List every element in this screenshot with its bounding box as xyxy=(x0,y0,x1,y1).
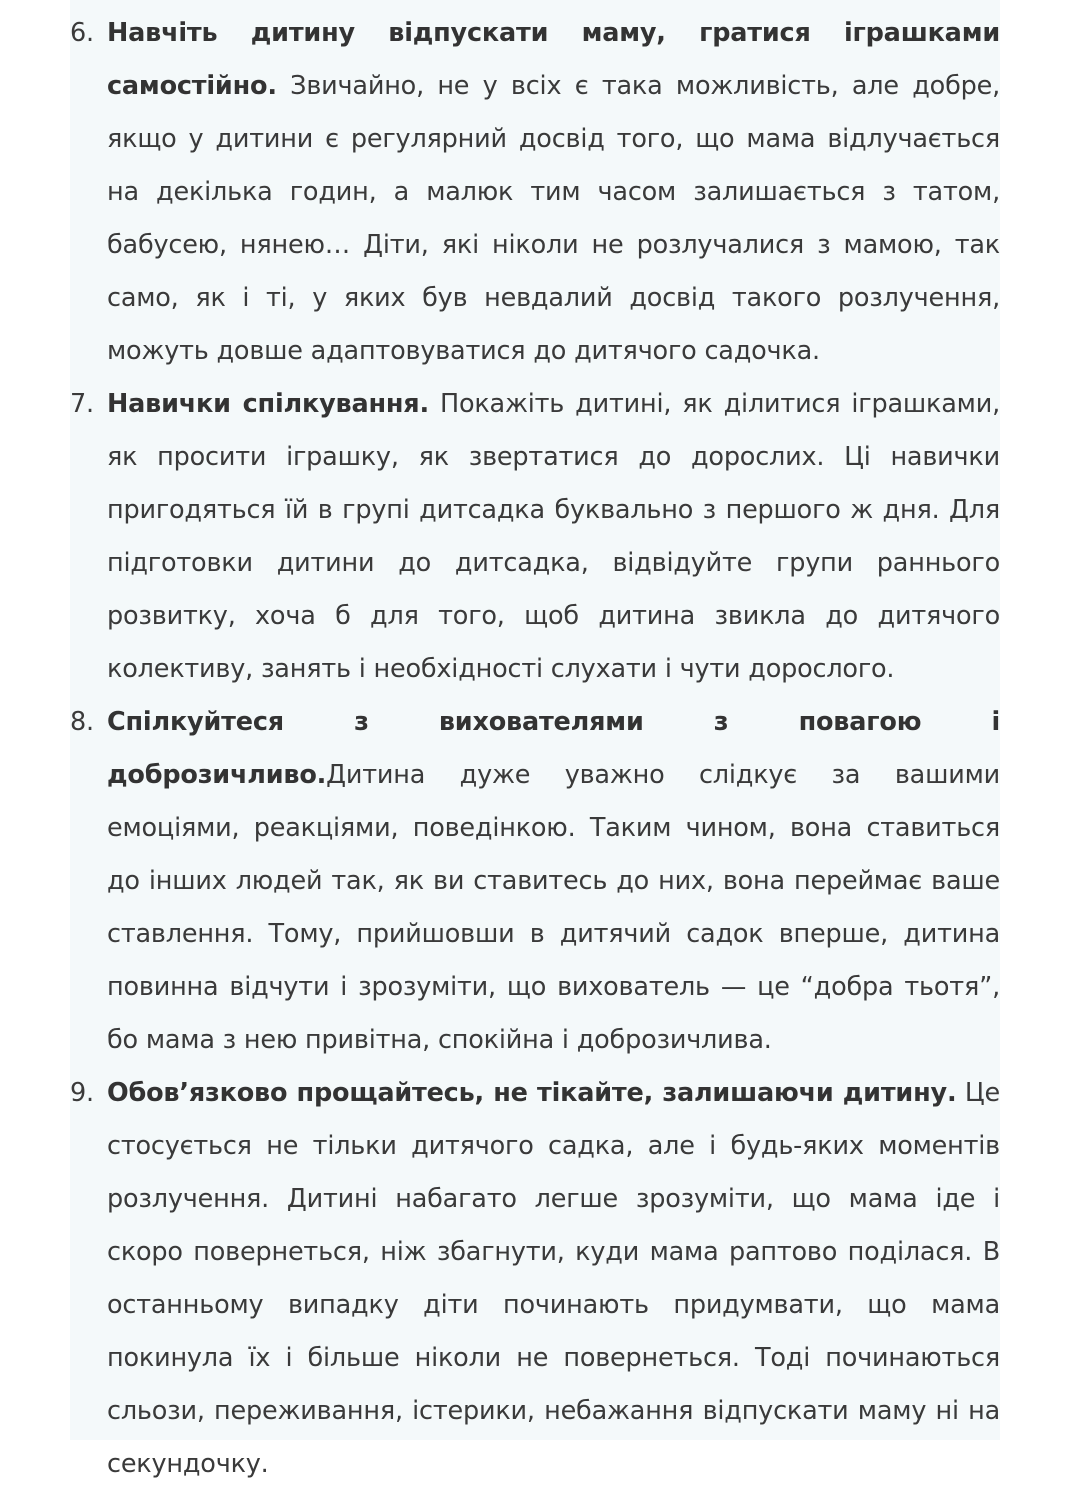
item-title: Навички спілкування. xyxy=(107,389,429,419)
item-title: Навчіть дитину відпускати маму, гратися іграшками самостійно. xyxy=(107,18,1000,101)
list-item-8 xyxy=(70,696,1000,1067)
item-number: 7. xyxy=(70,389,94,419)
item-text: Дитина дуже уважно слідкує за вашими емоціями, реакціями, поведінкою. Таким чином, вона ставиться до інших людей так, як ви ставитесь до них, вона переймає ваше ставлення. Тому, прийшовши в дитячий садок вперше, дитина повинна відчути і зрозуміти, що вихователь — це “добра тьотя”, бо мама з нею привітна, спокійна і доброзичлива. xyxy=(107,760,1000,1055)
item-text: Це стосується не тільки дитячого садка, але і будь-яких моментів розлучення. Дитині набагато легше зрозуміти, що мама іде і скоро повернеться, ніж збагнути, куди мама раптово поділася. В останньому випадку діти починають придумвати, що мама покинула їх і більше ніколи не повернеться. Тоді починаються сльози, переживання, істерики, небажання відпускати маму ні на секундочку. xyxy=(107,1078,1000,1479)
item-number: 8. xyxy=(70,707,94,737)
item-text: Звичайно, не у всіх є така можливість, але добре, якщо у дитини є регулярний досвід того, що мама відлучається на декілька годин, а малюк тим часом залишається з татом, бабусею, нянею… Діти, які ніколи не розлучалися з мамою, так само, як і ті, у яких був невдалий досвід такого розлучення, можуть довше адаптовуватися до дитячого садочка. xyxy=(107,71,1000,366)
list-item-6 xyxy=(70,7,1000,378)
item-title: Спілкуйтеся з вихователями з повагою і доброзичливо. xyxy=(107,707,1000,790)
list-item-9 xyxy=(70,1067,1000,1491)
item-number: 9. xyxy=(70,1078,94,1108)
item-text: Покажіть дитині, як ділитися іграшками, як просити іграшку, як звертатися до дорослих. Ці навички пригодяться їй в групі дитсадка буквально з першого ж дня. Для підготовки дитини до дитсадка, відвідуйте групи раннього розвитку, хоча б для того, щоб дитина звикла до дитячого колективу, занять і необхідності слухати і чути дорослого. xyxy=(107,389,1000,684)
list-item-7 xyxy=(70,378,1000,696)
item-number: 6. xyxy=(70,18,94,48)
tips-list xyxy=(70,7,1000,1491)
item-title: Обов’язково прощайтесь, не тікайте, залишаючи дитину. xyxy=(107,1078,957,1108)
